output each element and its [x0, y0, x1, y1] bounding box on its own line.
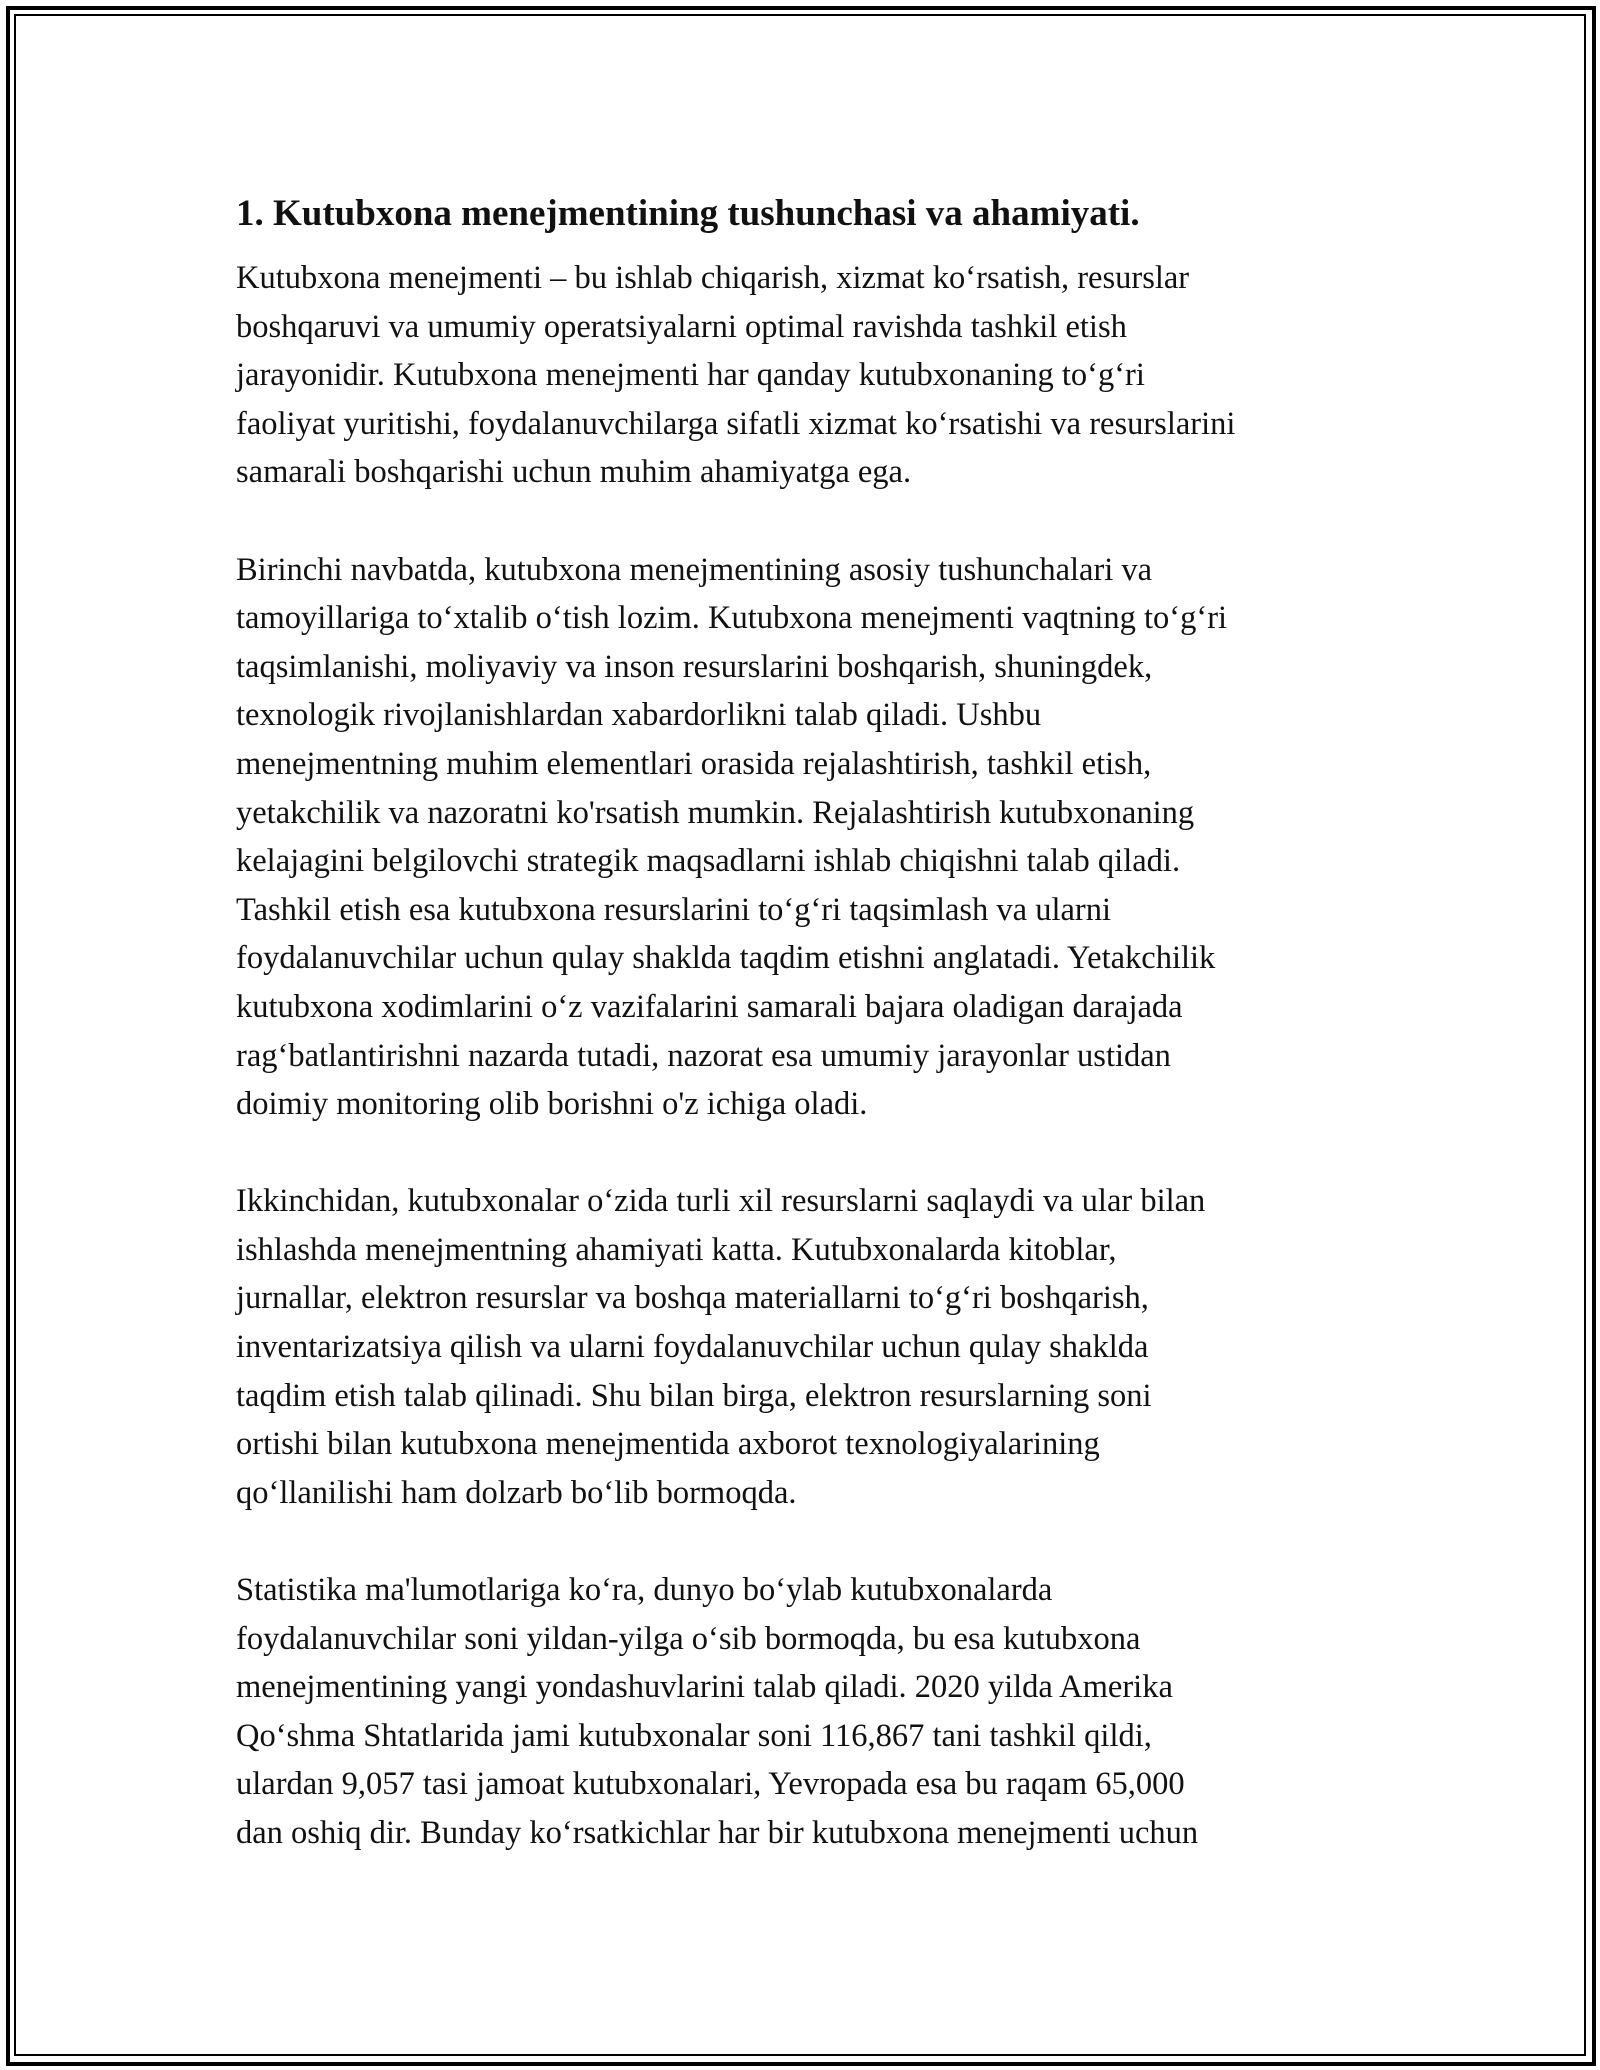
text-line: taqsimlanishi, moliyaviy va inson resurslarini boshqarish, shuningdek, [236, 648, 1153, 685]
text-line: tamoyillariga to‘xtalib o‘tish lozim. Kutubxona menejmenti vaqtning to‘g‘ri [236, 600, 1228, 637]
text-line: kelajagini belgilovchi strategik maqsadlarni ishlab chiqishni talab qiladi. [236, 843, 1181, 880]
text-line: Birinchi navbatda, kutubxona menejmentining asosiy tushunchalari va [236, 551, 1153, 588]
text-line: yetakchilik va nazoratni ko'rsatish mumkin. Rejalashtirish kutubxonaning [236, 794, 1195, 831]
paragraph-principles [236, 546, 1386, 1129]
section-heading: 1. Kutubxona menejmentining tushunchasi va ahamiyati. [236, 193, 1140, 234]
text-line: doimiy monitoring olib borishni o'z ichiga oladi. [236, 1086, 868, 1123]
text-line: foydalanuvchilar uchun qulay shaklda taqdim etishni anglatadi. Yetakchilik [236, 940, 1216, 977]
text-line: kutubxona xodimlarini o‘z vazifalarini samarali bajara oladigan darajada [236, 988, 1183, 1025]
text-line: Kutubxona menejmenti – bu ishlab chiqarish, xizmat ko‘rsatish, resurslar [236, 260, 1190, 296]
text-line: Tashkil etish esa kutubxona resurslarini to‘g‘ri taqsimlash va ularni [236, 891, 1112, 928]
text-line: Statistika ma'lumotlariga ko‘ra, dunyo bo‘ylab kutubxonalarda [236, 1572, 1053, 1609]
text-line: ishlashda menejmentning ahamiyati katta. Kutubxonalarda kitoblar, [236, 1231, 1117, 1268]
document-body [236, 184, 1386, 1906]
text-line: samarali boshqarishi uchun muhim ahamiyatga ega. [236, 454, 912, 491]
text-line: Ikkinchidan, kutubxonalar o‘zida turli xil resurslarni saqlaydi va ular bilan [236, 1183, 1206, 1220]
text-line: ortishi bilan kutubxona menejmentida axborot texnologiyalarining [236, 1426, 1100, 1463]
text-line: qo‘llanilishi ham dolzarb bo‘lib bormoqda. [236, 1474, 797, 1511]
text-line: dan oshiq dir. Bunday ko‘rsatkichlar har bir kutubxona menejmenti uchun [236, 1815, 1199, 1851]
text-line: jurnallar, elektron resurslar va boshqa materiallarni to‘g‘ri boshqarish, [236, 1280, 1149, 1317]
text-line: texnologik rivojlanishlardan xabardorlikni talab qiladi. Ushbu [236, 697, 1042, 734]
paragraph-resources [236, 1177, 1386, 1517]
text-line: jarayonidir. Kutubxona menejmenti har qanday kutubxonaning to‘g‘ri [236, 357, 1145, 394]
paragraph-statistics [236, 1566, 1386, 1858]
text-line: menejmentning muhim elementlari orasida rejalashtirish, tashkil etish, [236, 745, 1152, 782]
text-line: Qo‘shma Shtatlarida jami kutubxonalar soni 116,867 tani tashkil qildi, [236, 1717, 1152, 1754]
text-line: boshqaruvi va umumiy operatsiyalarni optimal ravishda tashkil etish [236, 308, 1127, 345]
text-line: rag‘batlantirishni nazarda tutadi, nazorat esa umumiy jarayonlar ustidan [236, 1037, 1171, 1074]
text-line: foydalanuvchilar soni yildan-yilga o‘sib bormoqda, bu esa kutubxona [236, 1620, 1141, 1657]
text-line: menejmentining yangi yondashuvlarini talab qiladi. 2020 yilda Amerika [236, 1669, 1173, 1706]
text-line: taqdim etish talab qilinadi. Shu bilan birga, elektron resurslarning soni [236, 1377, 1152, 1414]
text-line: inventarizatsiya qilish va ularni foydalanuvchilar uchun qulay shaklda [236, 1329, 1149, 1366]
text-line: faoliyat yuritishi, foydalanuvchilarga sifatli xizmat ko‘rsatishi va resurslarini [236, 405, 1236, 442]
paragraph-definition [236, 254, 1386, 497]
text-line: ulardan 9,057 tasi jamoat kutubxonalari, Yevropada esa bu raqam 65,000 [236, 1766, 1185, 1803]
